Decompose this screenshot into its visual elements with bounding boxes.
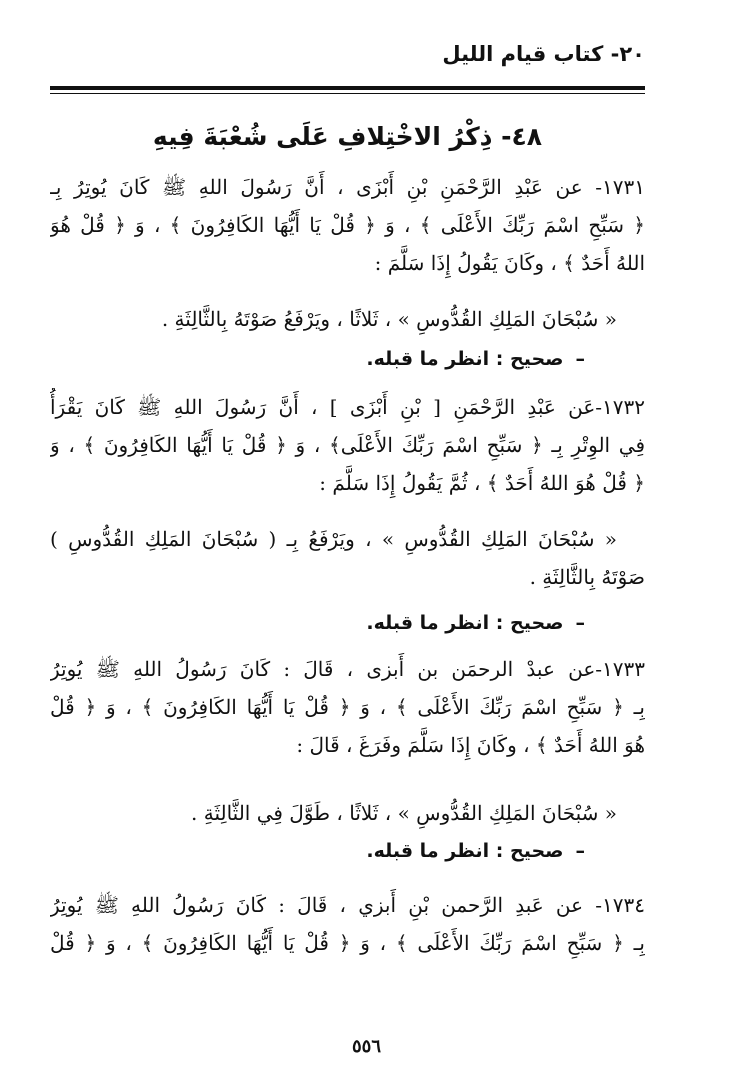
text-line: ١٧٣٤- عن عَبدِ الرَّحمن بْنِ أَبزي ، قَالَ : كَانَ رَسُولُ اللهِ ﷺ يُوتِرُ [50,893,645,917]
hadith-1733-grade [366,840,585,862]
header-rule-thin [50,93,645,94]
hadith-1731-quote [50,300,617,338]
hadith-1731-grade [366,348,585,370]
grade-dash: – [575,348,585,370]
text-line: اللهُ أَحَدٌ ﴾ ، وكَانَ يَقُولُ إِذَا سَلَّمَ : [374,251,645,275]
chapter-title: ٤٨- ذِكْرُ الاخْتِلافِ عَلَى شُعْبَةَ فِيهِ [152,122,543,151]
grade-text: صحيح : انظر ما قبله. [366,348,564,370]
hadith-1732-grade [366,612,585,634]
text-line: فِي الوِتْرِ بِـ ﴿ سَبِّحِ اسْمَ رَبِّكَ الأَعْلَى﴾ ، وَ ﴿ قُلْ يَا أَيُّهَا الكَافِرُونَ ﴾ ، وَ [50,433,645,457]
quote-line: صَوْتَهُ بِالثَّالِثَةِ . [529,565,645,589]
text-line: بِـ ﴿ سَبِّحِ اسْمَ رَبِّكَ الأَعْلَى ﴾ ، وَ ﴿ قُلْ يَا أَيُّهَا الكَافِرُونَ ﴾ ، وَ ﴿ قُلْ [50,931,645,955]
hadith-1731-text [50,168,645,282]
grade-text: صحيح : انظر ما قبله. [366,840,564,862]
hadith-1732-quote [50,520,645,596]
grade-dash: – [575,612,585,634]
text-line: ﴿ سَبِّحِ اسْمَ رَبِّكَ الأَعْلَى ﴾ ، وَ ﴿ قُلْ يَا أَيُّهَا الكَافِرُونَ ﴾ ، وَ ﴿ قُلْ هُوَ [50,213,645,237]
text-line: ١٧٣١- عن عَبْدِ الرَّحْمَنِ بْنِ أَبْزَى ، أَنَّ رَسُولَ اللهِ ﷺ كَانَ يُوتِرُ بِـ [50,175,645,199]
header-rule-thick [50,86,645,90]
grade-dash: – [575,840,585,862]
text-line: ١٧٣٢-عَن عَبْدِ الرَّحْمَنِ [ بْنِ أَبْزَى ] ، أَنَّ رَسُولَ اللهِ ﷺ كَانَ يَقْرَأُ [50,395,645,419]
page-number: ٥٥٦ [351,1036,381,1057]
hadith-1734-text [50,886,645,962]
text-line: ﴿ قُلْ هُوَ اللهُ أَحَدٌ ﴾ ، ثُمَّ يَقُولُ إِذَا سَلَّمَ : [319,471,645,495]
running-header: ٢٠- كتاب قيام الليل [442,42,645,66]
hadith-1733-text [50,650,645,764]
quote-line: « سُبْحَانَ المَلِكِ القُدُّوسِ » ، ثَلاثًا ، ويَرْفَعُ صَوْتَهُ بِالثَّالِثَةِ . [161,307,617,331]
quote-line: « سُبْحَانَ المَلِكِ القُدُّوسِ » ، ويَرْفَعُ بِـ ( سُبْحَانَ المَلِكِ القُدُّوسِ ) [50,527,617,551]
quote-line: « سُبْحَانَ المَلِكِ القُدُّوسِ » ، ثَلاثًا ، طَوَّلَ فِي الثَّالِثَةِ . [191,801,617,825]
hadith-1733-quote [50,794,617,832]
text-line: هُوَ اللهُ أَحَدٌ ﴾ ، وكَانَ إِذَا سَلَّمَ وفَرَغَ ، قَالَ : [296,733,645,757]
text-line: بِـ ﴿ سَبِّحِ اسْمَ رَبِّكَ الأَعْلَى ﴾ ، وَ ﴿ قُلْ يَا أَيُّهَا الكَافِرُونَ ﴾ ، وَ ﴿ قُلْ [50,695,645,719]
text-line: ١٧٣٣-عن عبدْ الرحمَن بن أَبزى ، قَالَ : كَانَ رَسُولُ اللهِ ﷺ يُوتِرُ [50,657,645,681]
grade-text: صحيح : انظر ما قبله. [366,612,564,634]
hadith-1732-text [50,388,645,502]
